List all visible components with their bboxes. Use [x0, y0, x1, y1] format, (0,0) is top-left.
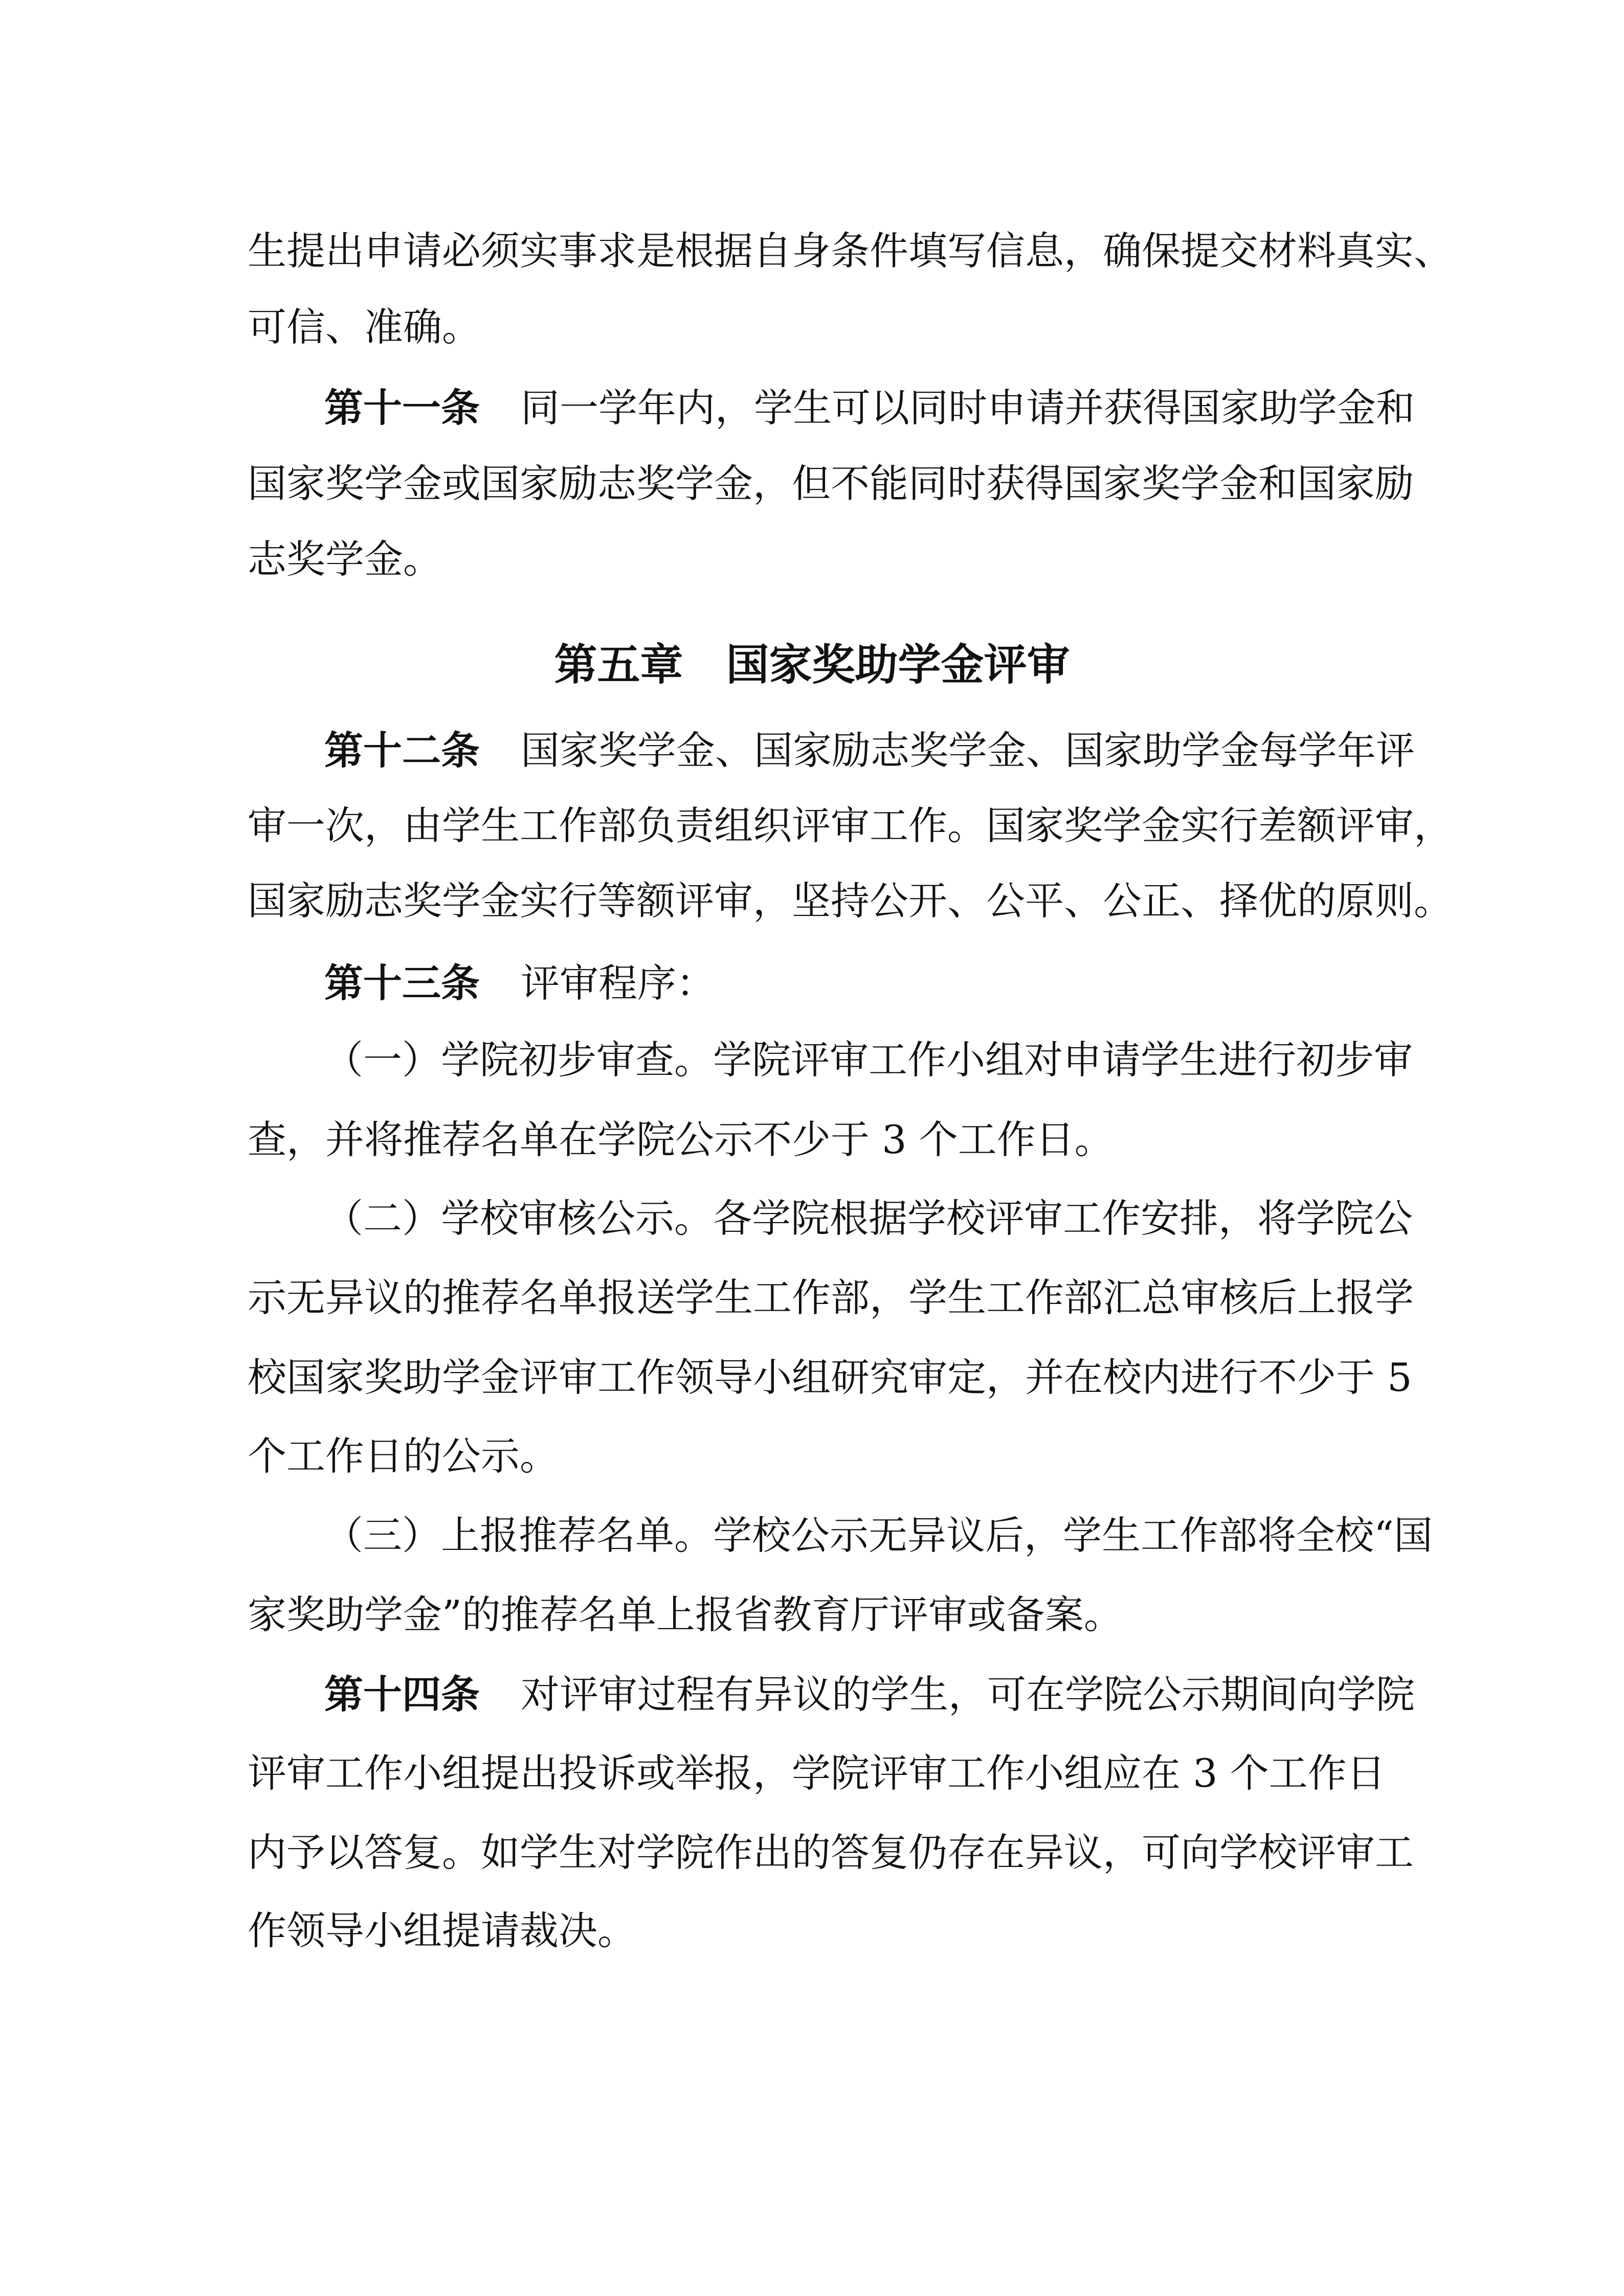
- article-14-line: [324, 1670, 1415, 1719]
- body-line: 校国家奖助学金评审工作领导小组研究审定，并在校内进行不少于 5: [248, 1355, 1412, 1400]
- body-line: 国家励志奖学金实行等额评审，坚持公开、公平、公正、择优的原则。: [248, 878, 1453, 924]
- body-line: 生提出申请必须实事求是根据自身条件填写信息，确保提交材料真实、: [248, 228, 1453, 274]
- article-13-line: [324, 959, 715, 1008]
- article-title: 第十二条: [324, 728, 480, 773]
- body-line: 可信、准确。: [248, 304, 481, 350]
- body-line: 个工作日的公示。: [248, 1433, 559, 1479]
- article-text: 国家奖学金、国家励志奖学金、国家助学金每学年评: [521, 728, 1415, 773]
- article-12-line: [324, 726, 1415, 775]
- body-line: 评审工作小组提出投诉或举报，学院评审工作小组应在 3 个工作日: [248, 1750, 1386, 1796]
- article-text: 评审程序：: [521, 960, 715, 1006]
- body-line: 查，并将推荐名单在学院公示不少于 3 个工作日。: [248, 1117, 1114, 1162]
- body-line: 作领导小组提请裁决。: [248, 1908, 636, 1953]
- body-line: 示无异议的推荐名单报送学生工作部，学生工作部汇总审核后上报学: [248, 1275, 1414, 1320]
- article-title: 第十四条: [324, 1672, 480, 1717]
- body-line: 志奖学金。: [248, 536, 442, 582]
- procedure-1-line: （一）学院初步审查。学院评审工作小组对申请学生进行初步审: [324, 1037, 1413, 1083]
- body-line: 国家奖学金或国家励志奖学金，但不能同时获得国家奖学金和国家励: [248, 461, 1414, 506]
- article-title: 第十三条: [324, 960, 480, 1006]
- article-11-line: [324, 384, 1415, 433]
- article-text: 同一学年内，学生可以同时申请并获得国家助学金和: [521, 385, 1415, 431]
- body-line: 审一次，由学生工作部负责组织评审工作。国家奖学金实行差额评审，: [248, 803, 1453, 848]
- procedure-3-line: （三）上报推荐名单。学校公示无异议后，学生工作部将全校“国: [324, 1513, 1433, 1558]
- article-title: 第十一条: [324, 385, 480, 431]
- body-line: 内予以答复。如学生对学院作出的答复仍存在异议，可向学校评审工: [248, 1830, 1414, 1875]
- procedure-2-line: （二）学校审核公示。各学院根据学校评审工作安排，将学院公: [324, 1196, 1413, 1241]
- chapter-heading: 第五章 国家奖助学金评审: [554, 640, 1070, 690]
- article-text: 对评审过程有异议的学生，可在学院公示期间向学院: [521, 1672, 1415, 1717]
- body-line: 家奖助学金”的推荐名单上报省教育厅评审或备案。: [248, 1592, 1123, 1637]
